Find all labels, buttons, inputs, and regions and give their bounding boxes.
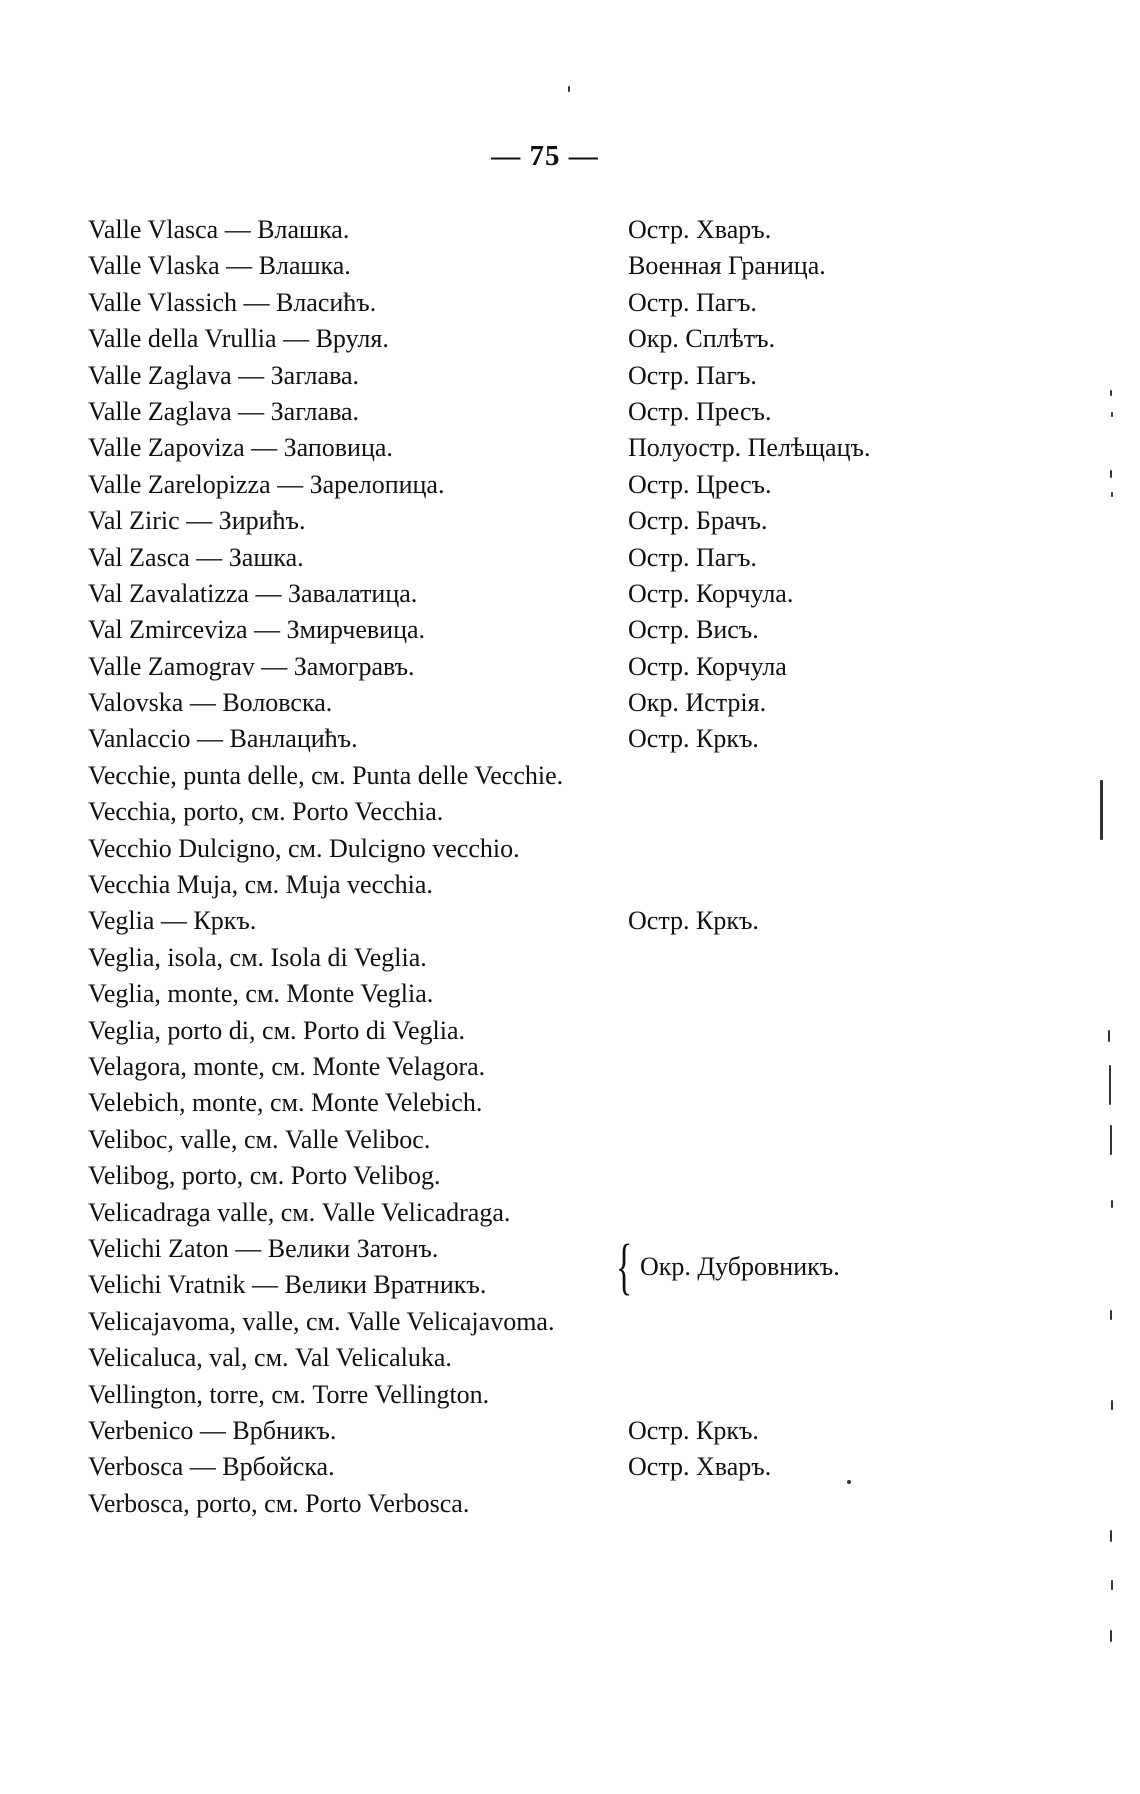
list-item xyxy=(88,503,1088,539)
entry-term: Valle Vlaska — Влашка. xyxy=(88,251,351,281)
list-item xyxy=(88,1340,1088,1376)
entry-term: Velagora, monte, см. Monte Velagora. xyxy=(88,1051,486,1081)
list-item xyxy=(88,394,1088,430)
entry-location: Остр. Хваръ. xyxy=(628,215,772,244)
entry-location: Остр. Пагъ. xyxy=(628,542,757,572)
entry-location: Остр. Пагъ. xyxy=(628,360,757,390)
entry-term: Vecchia Muja, см. Muja vecchia. xyxy=(88,870,433,900)
list-item xyxy=(88,1122,1088,1158)
entry-term: Val Zmirceviza — Змирчевица. xyxy=(88,615,426,645)
list-item xyxy=(88,576,1088,612)
list-item xyxy=(88,358,1088,394)
curly-brace-icon: { xyxy=(616,1232,633,1301)
list-item xyxy=(88,1013,1088,1049)
scan-speck xyxy=(1111,412,1113,417)
list-item xyxy=(88,976,1088,1012)
entry-term: Vecchie, punta delle, см. Punta delle Vecchie. xyxy=(88,760,564,790)
brace-group-item xyxy=(88,1231,1088,1304)
entry-location: Окр. Дубровникъ. xyxy=(640,1251,840,1281)
entry-term: Vecchio Dulcigno, см. Dulcigno vecchio. xyxy=(88,833,520,863)
entry-term: Valle Vlassich — Власићъ. xyxy=(88,287,377,317)
entry-location: Остр. Висъ. xyxy=(628,615,759,645)
entry-term: Velicaluca, val, см. Val Velicaluka. xyxy=(88,1343,452,1373)
entry-term: Valle Zarelopizza — Зарелопица. xyxy=(88,469,445,499)
entry-term: Velibog, porto, см. Porto Velibog. xyxy=(88,1161,441,1191)
gazetteer-entries xyxy=(88,212,1088,1522)
scan-speck xyxy=(1111,492,1113,497)
entry-location: Полуостр. Пелѣщацъ. xyxy=(628,433,871,463)
list-item xyxy=(88,721,1088,757)
list-item xyxy=(88,940,1088,976)
list-item xyxy=(88,1304,1088,1340)
list-item xyxy=(88,467,1088,503)
entry-term: Valle Zaglava — Заглава. xyxy=(88,360,360,390)
scan-speck xyxy=(1111,1200,1113,1208)
list-item xyxy=(88,212,1088,248)
entry-term: Veglia — Кркъ. xyxy=(88,906,257,936)
entry-location: Остр. Корчула. xyxy=(628,578,794,608)
entry-location: Военная Граница. xyxy=(628,251,826,281)
entry-term: Val Zavalatizza — Завалатица. xyxy=(88,578,418,608)
entry-term: Velebich, monte, см. Monte Velebich. xyxy=(88,1088,483,1118)
entry-term: Velicadraga valle, см. Valle Velicadraga. xyxy=(88,1197,511,1227)
entry-term: Vellington, torre, см. Torre Vellington. xyxy=(88,1379,490,1409)
entry-term: Vanlaccio — Ванлацићъ. xyxy=(88,724,358,754)
entry-location: Остр. Пагъ. xyxy=(628,287,757,317)
list-item xyxy=(88,1195,1088,1231)
entry-term: Valle Zapoviza — Заповица. xyxy=(88,433,393,463)
scan-speck xyxy=(1111,1400,1113,1410)
list-item xyxy=(88,430,1088,466)
list-item xyxy=(88,1158,1088,1194)
entry-term: Vecchia, porto, см. Porto Vecchia. xyxy=(88,797,444,827)
list-item xyxy=(88,1449,1088,1485)
scan-speck xyxy=(1111,1580,1113,1590)
entry-location: Остр. Корчула xyxy=(628,651,787,681)
scan-speck xyxy=(1110,390,1112,396)
scan-speck xyxy=(1110,1310,1112,1320)
entry-term: Veglia, monte, см. Monte Veglia. xyxy=(88,979,434,1009)
entry-term: Valovska — Воловска. xyxy=(88,688,333,718)
entry-location: Остр. Брачъ. xyxy=(628,506,768,536)
list-item xyxy=(88,285,1088,321)
entry-term: Veglia, porto di, см. Porto di Veglia. xyxy=(88,1015,466,1045)
list-item xyxy=(88,758,1088,794)
entry-location: Остр. Кркъ. xyxy=(628,724,759,754)
list-item xyxy=(88,794,1088,830)
list-item xyxy=(88,540,1088,576)
entry-location: Окр. Истрія. xyxy=(628,688,767,718)
entry-term: Valle Vlasca — Влашка. xyxy=(88,215,350,244)
scan-speck xyxy=(1110,1125,1112,1155)
entry-term: Val Zasca — Зашка. xyxy=(88,542,304,572)
entry-term: Verbosca, porto, см. Porto Verbosca. xyxy=(88,1488,470,1518)
entry-term: Val Ziric — Зирићъ. xyxy=(88,506,306,536)
entry-location: Остр. Хваръ. xyxy=(628,1452,772,1482)
list-item xyxy=(88,685,1088,721)
list-item xyxy=(88,903,1088,939)
list-item xyxy=(88,1049,1088,1085)
entry-term: Veliboc, valle, см. Valle Veliboc. xyxy=(88,1124,431,1154)
scan-margin-artifacts xyxy=(1100,0,1140,1794)
scan-speck xyxy=(847,1480,851,1484)
entry-term: Velicajavoma, valle, см. Valle Velicajavoma. xyxy=(88,1306,555,1336)
list-item xyxy=(88,1413,1088,1449)
entry-term: Velichi Zaton — Велики Затонъ. xyxy=(88,1233,439,1263)
scan-speck xyxy=(1110,1630,1112,1642)
entry-location: Окр. Сплѣтъ. xyxy=(628,324,776,354)
brace-group xyxy=(88,1231,1088,1304)
entry-term: Veglia, isola, см. Isola di Veglia. xyxy=(88,942,427,972)
scan-speck xyxy=(1108,1030,1110,1042)
entry-term: Verbosca — Врбойска. xyxy=(88,1452,335,1482)
page-number: — 75 — xyxy=(491,140,599,172)
scan-speck xyxy=(1100,780,1103,840)
entry-location: Остр. Пресъ. xyxy=(628,396,772,426)
list-item xyxy=(88,831,1088,867)
entry-term: Valle Zamograv — Замогравъ. xyxy=(88,651,415,681)
scan-speck xyxy=(568,86,570,92)
entry-term: Valle della Vrullia — Вруля. xyxy=(88,324,389,354)
list-item xyxy=(88,248,1088,284)
entry-term: Verbenico — Врбникъ. xyxy=(88,1415,337,1445)
entry-location: Остр. Кркъ. xyxy=(628,906,759,936)
scan-speck xyxy=(1110,470,1112,478)
entry-location: Остр. Цресъ. xyxy=(628,469,772,499)
list-item xyxy=(88,1377,1088,1413)
scan-speck xyxy=(1110,1530,1112,1542)
entry-location: Остр. Кркъ. xyxy=(628,1415,759,1445)
list-item xyxy=(88,612,1088,648)
entry-term: Valle Zaglava — Заглава. xyxy=(88,396,360,426)
list-item xyxy=(88,1085,1088,1121)
list-item xyxy=(88,1486,1088,1522)
list-item xyxy=(88,649,1088,685)
list-item xyxy=(88,321,1088,357)
list-item xyxy=(88,867,1088,903)
scan-speck xyxy=(1109,1065,1111,1105)
entry-term: Velichi Vratnik — Велики Вратникъ. xyxy=(88,1270,487,1300)
